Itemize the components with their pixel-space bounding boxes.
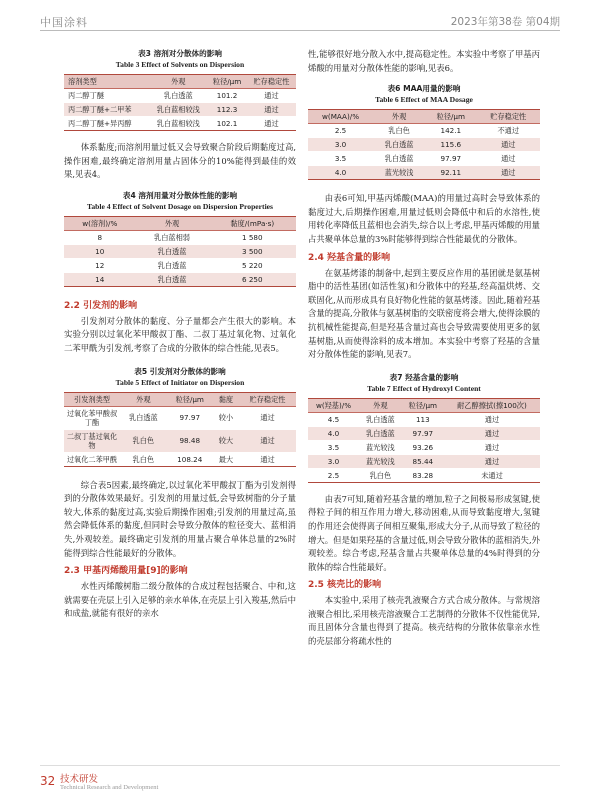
table-cell: 乳白色 — [373, 124, 425, 138]
paragraph: 体系黏度;而溶剂用量过低又会导致聚合阶段后期黏度过高,操作困难,最终确定溶剂用量占固体分的10%能得到最佳的效果,见表4。 — [64, 142, 296, 180]
table-header-cell: 贮存稳定性 — [247, 75, 296, 89]
table-header-cell: 外观 — [359, 398, 402, 412]
table-3-grid — [64, 74, 296, 131]
table-header-cell: 粒径/μm — [402, 398, 444, 412]
table-cell: 丙二醇丁醚+异丙醇 — [64, 117, 149, 131]
table-row — [308, 124, 540, 138]
table-header-cell: 贮存稳定性 — [239, 392, 296, 406]
table-7-caption: 表7 羟基含量的影响 — [389, 372, 459, 382]
table-row — [64, 244, 296, 258]
table-cell: 通过 — [477, 138, 540, 152]
table-cell: 3 500 — [209, 244, 296, 258]
table-cell: 乳白透蓝 — [120, 406, 167, 429]
table-cell: 通过 — [247, 89, 296, 103]
paragraph: 由表6可知,甲基丙烯酸(MAA)的用量过高时会导致体系的黏度过大,后期操作困难,用量过低则会降低中和后的水溶性,使用转化率降低且蓝相也会消失,综合以上考虑,甲基丙烯酸的用量占共聚单体总量的3%时能够得到综合性能最优的分散体。 — [308, 193, 540, 244]
table-cell: 通过 — [444, 454, 540, 468]
table-cell: 通过 — [239, 406, 296, 429]
footer-section-en: Technical Research and Development — [60, 784, 159, 791]
table-row — [308, 412, 540, 426]
table-header-cell: 粒径/μm — [207, 75, 247, 89]
table-4-caption: 表4 溶剂用量对分散体性能的影响 — [122, 190, 238, 200]
table-row — [308, 454, 540, 468]
paragraph: 由表7可知,随着羟基含量的增加,粒子之间极易形成氢键,使得粒子间的相互作用力增大,移动困难,从而导致黏度增大,氢键的作用还会使得离子间相互聚集,形成大分子,从而导致了粒径的增大。但是如果羟基的含量过低,则会导致分散体的蓝相消失,外观较差。综合考虑,羟基含量占共聚单体总量的4%时得到的分散体的综合性能最好。 — [308, 493, 540, 572]
table-4 — [64, 190, 296, 287]
table-cell: 乳白透蓝 — [149, 89, 207, 103]
left-column — [64, 48, 296, 621]
table-header-cell: 贮存稳定性 — [477, 110, 540, 124]
table-header-cell: 粒径/μm — [167, 392, 213, 406]
issue-info: 2023年第38卷 第04期 — [450, 16, 560, 28]
table-cell: 通过 — [444, 440, 540, 454]
table-row — [64, 230, 296, 244]
table-cell: 通过 — [247, 103, 296, 117]
table-7-caption-en: Table 7 Effect of Hydroxyl Content — [367, 383, 481, 393]
table-row — [64, 117, 296, 131]
table-row — [308, 468, 540, 482]
table-cell: 乳白色 — [120, 452, 167, 466]
table-cell: 不通过 — [477, 124, 540, 138]
table-cell: 97.97 — [425, 152, 476, 166]
table-header-cell: 引发剂类型 — [64, 392, 120, 406]
table-3-caption: 表3 溶剂对分散体的影响 — [138, 49, 222, 58]
table-cell: 6 250 — [209, 272, 296, 286]
table-cell: 丙二醇丁醚 — [64, 89, 149, 103]
table-cell: 通过 — [239, 452, 296, 466]
table-row — [308, 166, 540, 180]
table-cell: 12 — [64, 258, 136, 272]
table-cell: 1 580 — [209, 230, 296, 244]
table-cell: 乳白蓝相较浅 — [149, 117, 207, 131]
table-cell: 乳白透蓝 — [136, 258, 209, 272]
table-header-cell: w(溶剂)/% — [64, 216, 136, 230]
header-rule — [40, 30, 560, 31]
paragraph: 引发剂对分散体的黏度、分子量都会产生很大的影响。本实验分别以过氧化苯甲酸叔丁酯、二叔丁基过氧化物、过氧化二苯甲酰为引发剂,考察了合成的分散体的综合性能,见表5。 — [64, 315, 296, 353]
table-5-grid — [64, 392, 296, 467]
table-row — [64, 258, 296, 272]
table-header-cell: 外观 — [149, 75, 207, 89]
table-6 — [308, 83, 540, 180]
table-cell: 98.48 — [167, 429, 213, 452]
table-row — [64, 429, 296, 452]
paragraph: 在氨基烤漆的制备中,起到主要反应作用的基团就是氨基树脂中的活性基团(如活性氢)和分散体中的羟基,经高温烘烤、交联固化,从而形成具有良好物化性能的氨基烤漆。因此,随着羟基含量的提高,分散体与氨基树脂的交联密度将会增大,使得涂膜的抗机械性能提高,但是羟基含量过高也会导致需要使用更多的氨基树脂,从而使得涂料的成本增加。本实验中考察了羟基的含量对分散体性能的影响,见表7。 — [308, 267, 540, 360]
table-cell: 4.0 — [308, 426, 359, 440]
table-5 — [64, 366, 296, 467]
table-cell: 3.5 — [308, 152, 373, 166]
table-6-caption-en: Table 6 Effect of MAA Dosage — [375, 95, 473, 105]
table-4-grid — [64, 216, 296, 287]
table-cell: 85.44 — [402, 454, 444, 468]
table-cell: 102.1 — [207, 117, 247, 131]
table-cell: 3.0 — [308, 138, 373, 152]
table-cell: 113 — [402, 412, 444, 426]
table-cell: 乳白透蓝 — [136, 272, 209, 286]
table-row — [308, 440, 540, 454]
table-cell: 97.97 — [402, 426, 444, 440]
table-header-cell: w(羟基)/% — [308, 398, 359, 412]
table-cell: 过氧化二苯甲酰 — [64, 452, 120, 466]
table-3-caption-en: Table 3 Effect of Solvents on Dispersion — [115, 60, 245, 69]
table-header-cell: 黏度 — [213, 392, 239, 406]
paragraph: 水性丙烯酸树脂二级分散体的合成过程包括聚合、中和,这就需要在壳层上引入足够的亲水单体,在壳层上引入羧基,然后中和成盐,就能有很好的亲水 — [64, 581, 296, 619]
table-cell: 4.5 — [308, 412, 359, 426]
right-column — [308, 48, 540, 649]
section-heading: 2.4 羟基含量的影响 — [308, 252, 391, 263]
table-cell: 通过 — [444, 426, 540, 440]
table-cell: 乳白蓝相较浅 — [149, 103, 207, 117]
table-7 — [308, 372, 540, 483]
table-header-cell: 粒径/μm — [425, 110, 476, 124]
table-header-cell: 黏度/(mPa·s) — [209, 216, 296, 230]
table-cell: 通过 — [477, 166, 540, 180]
section-heading: 2.2 引发剂的影响 — [64, 300, 138, 311]
table-cell: 乳白透蓝 — [373, 138, 425, 152]
table-5-caption: 表5 引发剂对分散体的影响 — [134, 366, 226, 376]
table-cell: 最大 — [213, 452, 239, 466]
table-header-cell: 溶剂类型 — [64, 75, 149, 89]
table-cell: 92.11 — [425, 166, 476, 180]
table-header-cell: 耐乙醇擦拭(擦100次) — [444, 398, 540, 412]
table-cell: 二叔丁基过氧化物 — [64, 429, 120, 452]
table-cell: 通过 — [477, 152, 540, 166]
table-cell: 2.5 — [308, 124, 373, 138]
footer-section: 技术研发 — [60, 774, 99, 785]
table-cell: 112.3 — [207, 103, 247, 117]
table-cell: 142.1 — [425, 124, 476, 138]
paragraph: 综合表5因素,最终确定,以过氧化苯甲酸叔丁酯为引发剂得到的分散体效果最好。引发剂的用量过低,会导致树脂的分子量较大,体系的黏度过高,实验后期操作困难;引发剂的用量过高,虽然会降低体系的黏度,但同时会导致分散体的粒径变大、蓝相消失,外观较差。最终确定引发剂的用量占聚合单体总量的2%时能得到综合性能最好的分散体。 — [64, 479, 296, 558]
table-cell: 蓝光较浅 — [373, 166, 425, 180]
table-cell: 乳白透蓝 — [359, 412, 402, 426]
table-cell: 3.5 — [308, 440, 359, 454]
table-header-cell: 外观 — [136, 216, 209, 230]
table-row — [308, 426, 540, 440]
table-5-caption-en: Table 5 Effect of Initiator on Dispersion — [115, 377, 245, 387]
table-row — [64, 272, 296, 286]
table-row — [308, 138, 540, 152]
journal-name: 中国涂料 — [40, 16, 88, 29]
table-cell: 蓝光较浅 — [359, 440, 402, 454]
table-cell: 乳白透蓝 — [373, 152, 425, 166]
table-row — [64, 89, 296, 103]
table-row — [64, 452, 296, 466]
table-cell: 通过 — [247, 117, 296, 131]
table-cell: 2.5 — [308, 468, 359, 482]
table-cell: 未通过 — [444, 468, 540, 482]
table-cell: 较小 — [213, 406, 239, 429]
table-cell: 14 — [64, 272, 136, 286]
table-cell: 乳白透蓝 — [136, 244, 209, 258]
paragraph: 性,能够很好地分散入水中,提高稳定性。本实验中考察了甲基丙烯酸的用量对分散体性能的影响,见表6。 — [308, 49, 540, 73]
table-6-grid — [308, 109, 540, 180]
table-cell: 4.0 — [308, 166, 373, 180]
table-row — [308, 152, 540, 166]
section-heading: 2.5 核壳比的影响 — [308, 580, 382, 591]
table-cell: 较大 — [213, 429, 239, 452]
table-row — [64, 406, 296, 429]
table-cell: 10 — [64, 244, 136, 258]
table-cell: 83.28 — [402, 468, 444, 482]
table-cell: 丙二醇丁醚+二甲苯 — [64, 103, 149, 117]
table-header-cell: 外观 — [120, 392, 167, 406]
table-cell: 93.26 — [402, 440, 444, 454]
table-cell: 乳白色 — [120, 429, 167, 452]
table-cell: 115.6 — [425, 138, 476, 152]
table-cell: 8 — [64, 230, 136, 244]
table-cell: 97.97 — [167, 406, 213, 429]
table-cell: 乳白色 — [359, 468, 402, 482]
table-cell: 5 220 — [209, 258, 296, 272]
table-cell: 蓝光较浅 — [359, 454, 402, 468]
table-cell: 通过 — [239, 429, 296, 452]
table-cell: 过氧化苯甲酸叔丁酯 — [64, 406, 120, 429]
table-cell: 乳白蓝相弱 — [136, 230, 209, 244]
section-heading: 2.3 甲基丙烯酸用量[9]的影响 — [64, 566, 188, 577]
footer-rule — [40, 765, 560, 766]
table-6-caption: 表6 MAA用量的影响 — [387, 84, 461, 94]
page-number: 32 — [40, 774, 56, 788]
table-header-cell: 外观 — [373, 110, 425, 124]
table-row — [64, 103, 296, 117]
table-3 — [64, 48, 296, 131]
table-cell: 101.2 — [207, 89, 247, 103]
table-cell: 3.0 — [308, 454, 359, 468]
paragraph: 本实验中,采用了核壳乳液聚合方式合成分散体。与常规溶液聚合相比,采用核壳溶液聚合工艺制得的分散体不仅性能优异,而且固体分含量也得到了提高。核壳结构的分散体依靠亲水性的壳层部分将疏水性的 — [308, 595, 540, 647]
table-7-grid — [308, 398, 540, 483]
table-cell: 乳白透蓝 — [359, 426, 402, 440]
table-cell: 通过 — [444, 412, 540, 426]
table-cell: 108.24 — [167, 452, 213, 466]
table-header-cell: w(MAA)/% — [308, 110, 373, 124]
table-4-caption-en: Table 4 Effect of Solvent Dosage on Dispersion Properties — [86, 201, 274, 211]
